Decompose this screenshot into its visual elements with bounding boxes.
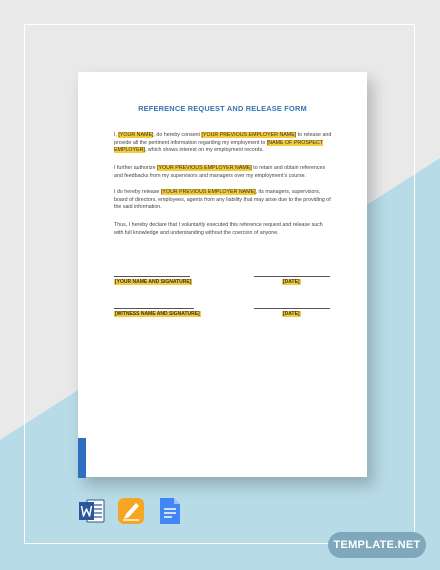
accent-bar [78, 438, 86, 478]
placeholder-previous-employer: [YOUR PREVIOUS EMPLOYER NAME] [157, 165, 252, 171]
paragraph-consent: I, [YOUR NAME], do hereby consent [YOUR PREVIOUS EMPLOYER NAME] to release and provide all the pertinent information regarding my employment to [NAME OF PROSPECT EMPLOYER], which shows interest on my employment records. [114, 132, 332, 154]
witness-signature-line [114, 308, 194, 309]
pages-icon[interactable] [118, 498, 144, 524]
template-net-badge[interactable]: TEMPLATE.NET [328, 532, 426, 558]
paragraph-authorize: I further authorize [YOUR PREVIOUS EMPLOYER NAME] to retain and obtain references and feedbacks from my supervisors and managers over my employment's course. [114, 165, 326, 179]
date-label: [DATE] [283, 279, 300, 285]
date-line [254, 276, 330, 277]
document-title: REFERENCE REQUEST AND RELEASE FORM [138, 104, 307, 113]
date-line [254, 308, 330, 309]
paragraph-release: I do hereby release [YOUR PREVIOUS EMPLOYER NAME], its managers, supervisors, board of directors, employees, agents from any liability that may arise due to the providing of the said information. [114, 189, 331, 211]
signature-line [114, 276, 190, 277]
placeholder-your-name: [YOUR NAME] [118, 132, 154, 138]
placeholder-previous-employer: [YOUR PREVIOUS EMPLOYER NAME] [160, 189, 256, 195]
document-page [78, 72, 367, 477]
placeholder-previous-employer: [YOUR PREVIOUS EMPLOYER NAME] [201, 132, 297, 138]
word-icon[interactable] [78, 498, 106, 524]
placeholder-prospect-employer: [NAME OF PROSPECT EMPLOYER] [114, 139, 324, 154]
paragraph-declaration: Thus, I hereby declare that I voluntarily executed this reference request and release such with full knowledge and understanding without the coercion of anyone. [114, 222, 323, 236]
your-name-signature-label: [YOUR NAME AND SIGNATURE] [115, 279, 192, 285]
date-label: [DATE] [283, 311, 300, 317]
witness-signature-label: [WITNESS NAME AND SIGNATURE] [115, 311, 200, 317]
google-docs-icon[interactable] [160, 498, 180, 524]
